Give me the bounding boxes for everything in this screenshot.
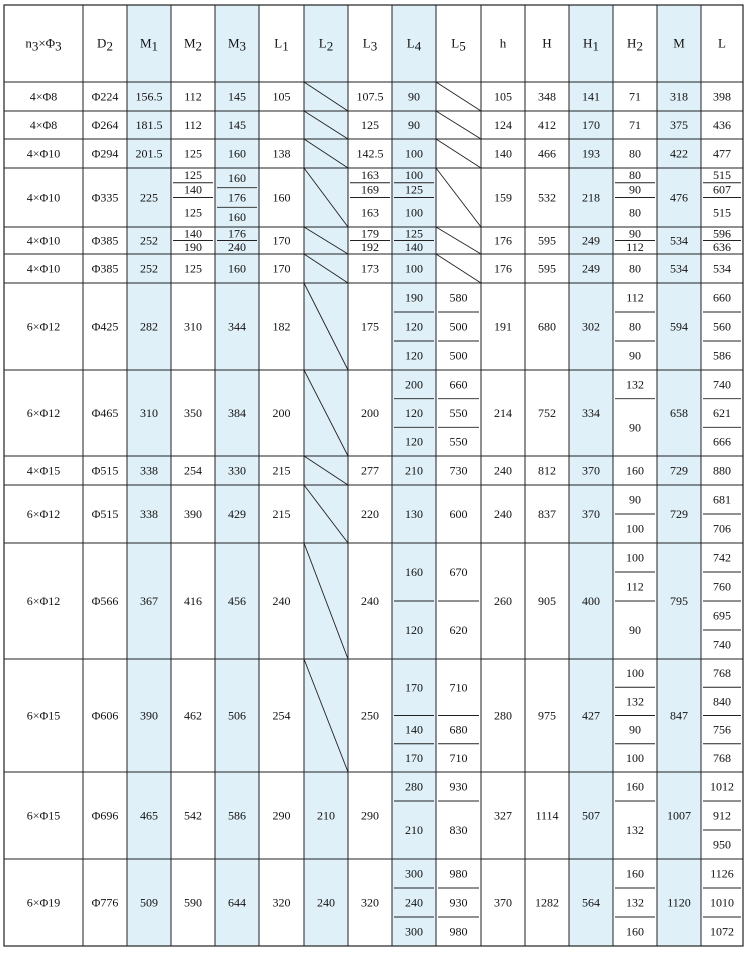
cell-l4: 100 [405,261,423,276]
cell-n: 6×Φ12 [26,594,61,608]
cell-m3: 240 [228,239,246,254]
cell-l: 1012 [710,779,734,794]
cell-l1: 160 [272,190,291,205]
cell-l1: 254 [272,708,291,723]
cell-m3: 160 [228,261,246,276]
cell-h2: 90 [629,492,641,507]
cell-l3: 163 [361,205,379,220]
cell-h2: 100 [626,666,644,681]
cell-m: 847 [670,708,688,723]
cell-l4: 125 [405,182,423,197]
cell-l4: 190 [405,290,423,305]
cell-h: 105 [494,89,512,104]
cell-m3: 145 [228,89,246,104]
cell-l4: 280 [405,779,423,794]
cell-l: 706 [713,521,731,536]
cell-d2: Φ335 [91,190,119,205]
cell-l3: 240 [361,594,379,608]
cell-m3: 456 [228,594,246,608]
cell-m2: 125 [184,205,202,220]
header-m2: M2 [183,35,203,54]
cell-l1: 105 [272,89,291,104]
cell-m: 534 [670,233,688,248]
cell-h: 280 [494,708,512,723]
cell-l4: 120 [405,434,423,449]
cell-h: 191 [494,319,512,334]
cell-l5: 710 [449,750,468,765]
cell-h2: 90 [629,182,641,197]
cell-m: 318 [670,89,688,104]
cell-l5: 580 [449,290,468,305]
cell-m2: 310 [184,319,202,334]
cell-h2: 90 [629,348,641,363]
cell-m1: 225 [140,190,158,205]
cell-l1: 182 [272,319,291,334]
cell-l: 768 [713,666,731,681]
cell-h1: 507 [582,808,600,823]
cell-l: 586 [713,348,731,363]
cell-m3: 160 [228,170,246,185]
cell-l3: 169 [361,182,379,197]
cell-l5: 660 [449,377,468,392]
cell-d2: Φ566 [91,594,119,608]
header-h2: H2 [627,35,643,54]
cell-l4: 130 [405,507,423,521]
cell-h2: 160 [626,779,644,794]
empty-cell-diagonal [436,168,481,227]
empty-cell-diagonal [436,139,481,168]
cell-l: 477 [713,146,731,161]
cell-h1: 370 [582,507,600,521]
cell-l1: 240 [272,594,291,608]
cell-h: 124 [494,118,512,132]
cell-n: 6×Φ15 [26,708,61,723]
cell-h2: 100 [626,550,644,565]
cell-m2: 462 [184,708,202,723]
cell-m: 594 [670,319,688,334]
cell-l3: 320 [361,895,379,910]
cell-l4: 120 [405,319,423,334]
cell-l: 1010 [710,895,734,910]
cell-n: 4×Φ15 [26,463,61,478]
cell-l5: 730 [449,463,468,478]
cell-H: 412 [538,118,556,132]
cell-h2: 80 [629,261,641,276]
cell-m: 729 [670,507,688,521]
cell-d2: Φ385 [91,233,119,248]
cell-h1: 218 [582,190,600,205]
cell-l1: 290 [272,808,291,823]
cell-l4: 100 [405,205,423,220]
cell-l4: 125 [405,226,423,241]
cell-l: 621 [713,406,731,420]
cell-l3: 200 [361,406,379,420]
cell-d2: Φ465 [91,406,119,420]
cell-m1: 338 [140,507,158,521]
cell-H: 975 [538,708,556,723]
cell-h: 240 [494,507,512,521]
cell-l4: 240 [405,895,423,910]
cell-m3: 586 [228,808,246,823]
cell-h1: 427 [582,708,600,723]
cell-l: 1072 [710,924,734,939]
cell-m2: 350 [184,406,202,420]
cell-l: 880 [713,463,731,478]
cell-m: 375 [670,118,688,132]
cell-h2: 90 [629,420,641,435]
cell-m3: 176 [228,226,246,241]
header-m: M [673,35,685,51]
cell-n: 4×Φ8 [29,118,58,132]
cell-l: 912 [713,808,731,823]
header-l3: L3 [362,35,378,54]
cell-h2: 132 [626,823,644,837]
cell-m1: 390 [140,708,158,723]
cell-l4: 120 [405,623,423,637]
cell-l4: 100 [405,167,423,182]
cell-h2: 160 [626,866,644,881]
cell-l: 756 [713,722,731,737]
cell-m1: 252 [140,233,158,248]
cell-H: 680 [538,319,556,334]
cell-l: 596 [713,226,731,241]
cell-m1: 201.5 [135,146,163,161]
cell-h2: 112 [626,579,644,594]
cell-H: 837 [538,507,556,521]
cell-l5: 600 [449,507,468,521]
cell-m1: 338 [140,463,158,478]
header-m3: M3 [227,35,247,54]
cell-l: 660 [713,290,731,305]
cell-m1: 252 [140,261,158,276]
cell-l5: 980 [449,924,468,939]
cell-m2: 140 [184,226,202,241]
header-m1: M1 [139,35,159,54]
cell-H: 532 [538,190,556,205]
cell-m1: 310 [140,406,158,420]
cell-n: 4×Φ10 [26,233,61,248]
cell-l4: 170 [405,680,423,695]
cell-h2: 160 [626,463,644,478]
cell-h: 260 [494,594,512,608]
cell-l: 760 [713,579,731,594]
shaded-column-l2 [304,5,348,946]
cell-l5: 830 [449,823,468,837]
cell-l4: 170 [405,750,423,765]
empty-cell-diagonal [436,111,481,139]
cell-l: 1126 [710,866,734,881]
cell-h1: 249 [582,233,600,248]
cell-l1: 170 [272,261,291,276]
cell-m3: 160 [228,146,246,161]
cell-l: 515 [713,167,731,182]
cell-m2: 125 [184,146,202,161]
cell-l4: 120 [405,348,423,363]
cell-l5: 670 [449,565,468,579]
cell-H: 752 [538,406,556,420]
cell-n: 6×Φ12 [26,507,61,521]
cell-h2: 80 [629,167,641,182]
cell-l1: 138 [272,146,291,161]
cell-m: 795 [670,594,688,608]
cell-n: 6×Φ12 [26,319,61,334]
cell-H: 1282 [535,895,559,910]
cell-m: 534 [670,261,688,276]
cell-m3: 344 [228,319,246,334]
cell-l3: 173 [361,261,379,276]
cell-n: 4×Φ10 [26,190,61,205]
cell-h2: 90 [629,226,641,241]
cell-h1: 334 [582,406,600,420]
cell-h2: 112 [626,239,644,254]
cell-m1: 156.5 [135,89,163,104]
cell-h1: 249 [582,261,600,276]
cell-h: 176 [494,233,512,248]
cell-l4: 100 [405,146,423,161]
cell-n: 4×Φ8 [29,89,58,104]
cell-n: 6×Φ15 [26,808,61,823]
cell-m1: 367 [140,594,158,608]
cell-l: 768 [713,750,731,765]
cell-m3: 506 [228,708,246,723]
cell-H: 1114 [535,808,559,823]
header-h1: H1 [583,35,599,54]
cell-h2: 132 [626,694,644,709]
cell-l: 740 [713,377,731,392]
cell-l4: 300 [405,924,423,939]
cell-l5: 500 [449,319,468,334]
empty-cell-diagonal [436,254,481,283]
cell-l: 840 [713,694,731,709]
cell-h2: 80 [629,319,641,334]
cell-l1: 170 [272,233,291,248]
cell-h2: 71 [629,89,641,104]
cell-m3: 176 [228,190,246,205]
cell-h2: 100 [626,521,644,536]
cell-h: 240 [494,463,512,478]
header-d2: D2 [97,35,113,54]
cell-l5: 550 [449,406,468,420]
cell-l1: 200 [272,406,291,420]
cell-l: 681 [713,492,731,507]
cell-d2: Φ515 [91,507,119,521]
cell-m1: 465 [140,808,158,823]
empty-cell-diagonal [436,227,481,254]
empty-cell-diagonal [436,82,481,111]
cell-m: 658 [670,406,688,420]
cell-h2: 112 [626,290,644,305]
cell-l4: 200 [405,377,423,392]
cell-m: 1120 [667,895,691,910]
cell-l: 695 [713,608,731,623]
cell-h: 370 [494,895,512,910]
cell-d2: Φ776 [91,895,119,910]
cell-l5: 680 [449,722,468,737]
header-h: h [499,35,507,51]
cell-d2: Φ294 [91,146,119,161]
cell-l3: 290 [361,808,379,823]
cell-l4: 160 [405,565,423,579]
cell-l3: 175 [361,319,379,334]
cell-m: 476 [670,190,688,205]
cell-m2: 590 [184,895,202,910]
cell-h: 140 [494,146,512,161]
cell-l: 560 [713,319,731,334]
cell-l3: 220 [361,507,379,521]
cell-l4: 120 [405,406,423,420]
cell-l3: 107.5 [356,89,384,104]
cell-l: 534 [713,261,731,276]
cell-m2: 190 [184,239,202,254]
cell-l5: 550 [449,434,468,449]
cell-l1: 320 [272,895,291,910]
cell-m2: 254 [184,463,202,478]
cell-l3: 163 [361,167,379,182]
cell-H: 812 [538,463,556,478]
cell-l3: 179 [361,226,379,241]
cell-d2: Φ264 [91,118,119,132]
cell-l4: 90 [408,89,420,104]
cell-m3: 429 [228,507,246,521]
cell-m2: 542 [184,808,202,823]
cell-m3: 384 [228,406,246,420]
cell-m2: 125 [184,261,202,276]
cell-m1: 509 [140,895,158,910]
cell-l: 436 [713,118,731,132]
cell-l: 742 [713,550,731,565]
cell-l1: 215 [272,507,291,521]
cell-h1: 302 [582,319,600,334]
header-H: H [542,35,552,51]
header-l1: L1 [274,35,289,54]
cell-l1: 215 [272,463,291,478]
header-l2: L2 [318,35,334,54]
cell-l4: 210 [405,463,423,478]
cell-l5: 980 [449,866,468,881]
cell-h2: 80 [629,205,641,220]
cell-l: 740 [713,637,731,652]
cell-h: 327 [494,808,512,823]
cell-h2: 132 [626,377,644,392]
cell-m: 729 [670,463,688,478]
cell-l4: 300 [405,866,423,881]
cell-m2: 112 [184,118,202,132]
cell-H: 348 [538,89,556,104]
cell-l4: 140 [405,722,423,737]
cell-d2: Φ696 [91,808,119,823]
cell-H: 905 [538,594,556,608]
cell-m: 1007 [667,808,691,823]
cell-l3: 250 [361,708,379,723]
cell-l: 666 [713,434,731,449]
cell-m3: 145 [228,118,246,132]
cell-m2: 390 [184,507,202,521]
header-l4: L4 [406,35,422,54]
cell-n: 4×Φ10 [26,146,61,161]
cell-h: 214 [494,406,512,420]
header-n: n3×Φ3 [25,35,62,54]
cell-m1: 181.5 [135,118,163,132]
cell-m2: 416 [184,594,202,608]
cell-h1: 193 [582,146,600,161]
cell-m3: 644 [228,895,246,910]
cell-h1: 370 [582,463,600,478]
cell-l: 636 [713,239,731,254]
cell-d2: Φ425 [91,319,119,334]
cell-m1: 282 [140,319,158,334]
cell-m3: 330 [228,463,246,478]
cell-l5: 710 [449,680,468,695]
cell-l3: 192 [361,239,379,254]
cell-h2: 71 [629,118,641,132]
cell-m2: 140 [184,182,202,197]
cell-l5: 500 [449,348,468,363]
cell-m: 422 [670,146,688,161]
header-l5: L5 [451,35,466,54]
cell-n: 6×Φ12 [26,406,61,420]
cell-l5: 620 [449,623,468,637]
cell-h1: 564 [582,895,600,910]
cell-h2: 90 [629,722,641,737]
cell-l2: 240 [317,895,335,910]
cell-h1: 170 [582,118,600,132]
cell-n: 4×Φ10 [26,261,61,276]
header-l: L [718,35,726,51]
cell-h2: 160 [626,924,644,939]
cell-h2: 100 [626,750,644,765]
cell-m2: 112 [184,89,202,104]
cell-h2: 80 [629,146,641,161]
cell-l4: 90 [408,118,420,132]
cell-n: 6×Φ19 [26,895,61,910]
cell-h: 176 [494,261,512,276]
cell-m2: 125 [184,167,202,182]
cell-l3: 277 [361,463,379,478]
cell-H: 595 [538,233,556,248]
cell-h2: 90 [629,623,641,637]
cell-m3: 160 [228,210,246,225]
cell-h1: 400 [582,594,600,608]
cell-d2: Φ385 [91,261,119,276]
cell-l4: 140 [405,239,423,254]
cell-l: 950 [713,837,731,852]
cell-h: 159 [494,190,512,205]
cell-H: 595 [538,261,556,276]
cell-l3: 125 [361,118,379,132]
cell-h2: 132 [626,895,644,910]
cell-l5: 930 [449,779,468,794]
cell-l: 515 [713,205,731,220]
cell-l3: 142.5 [356,146,384,161]
cell-l: 398 [713,89,731,104]
cell-l2: 210 [317,808,335,823]
cell-h1: 141 [582,89,600,104]
cell-l5: 930 [449,895,468,910]
cell-d2: Φ224 [91,89,119,104]
cell-d2: Φ606 [91,708,119,723]
cell-d2: Φ515 [91,463,119,478]
cell-l4: 210 [405,823,423,837]
cell-l: 607 [713,182,731,197]
cell-H: 466 [538,146,556,161]
